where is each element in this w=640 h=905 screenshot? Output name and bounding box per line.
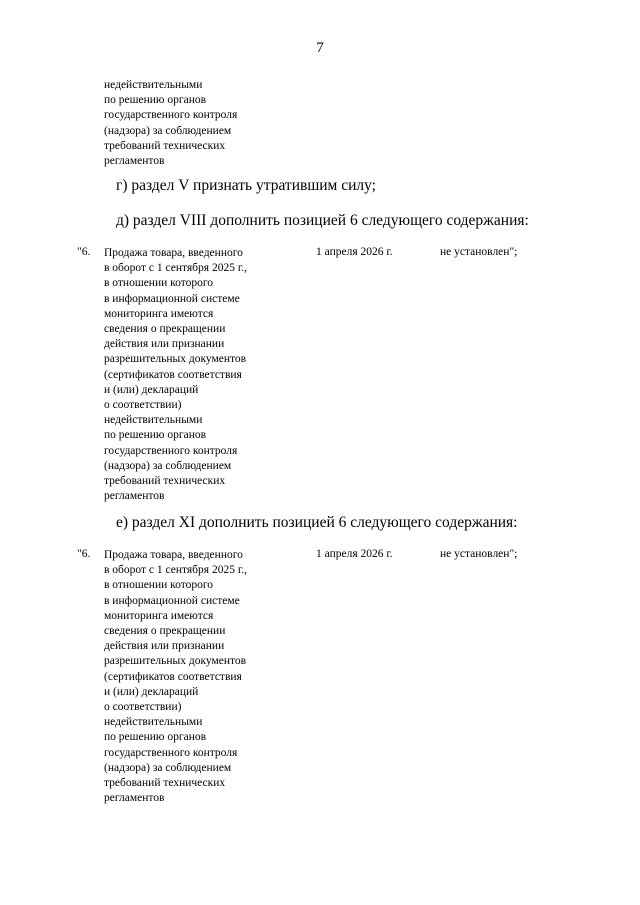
description-line: действия или признании [104, 640, 225, 653]
description-line: разрешительных документов [104, 655, 247, 668]
description-line: в информационной системе [104, 594, 240, 607]
description-line: регламентов [104, 792, 165, 805]
description-line: недействительными [104, 414, 203, 427]
description-line: в оборот с 1 сентября 2025 г., [104, 564, 247, 577]
description-line: в оборот с 1 сентября 2025 г., [104, 262, 247, 275]
continuation-line: государственного контроля [104, 109, 238, 122]
row-number: "6. [77, 246, 91, 258]
description-line: в информационной системе [104, 292, 240, 305]
description-line: действия или признании [104, 338, 225, 351]
row-status: не установлен"; [440, 548, 518, 560]
description-line: мониторинга имеются [104, 609, 214, 622]
description-line: мониторинга имеются [104, 307, 214, 320]
description-line: государственного контроля [104, 746, 238, 759]
continuation-line: требований технических [104, 139, 226, 152]
page-number: 7 [316, 40, 324, 56]
row-date: 1 апреля 2026 г. [316, 548, 393, 560]
description-line: по решению органов [104, 429, 207, 442]
description-line: по решению органов [104, 731, 207, 744]
description-line: недействительными [104, 716, 203, 729]
description-line: Продажа товара, введенного [104, 549, 243, 561]
continuation-line: регламентов [104, 155, 165, 168]
description-line: требований технических [104, 777, 226, 790]
description-line: разрешительных документов [104, 353, 247, 366]
description-line: в отношении которого [104, 579, 214, 592]
description-line: государственного контроля [104, 444, 238, 457]
paragraph-g: г) раздел V признать утратившим силу; [116, 177, 376, 194]
description-line: сведения о прекращении [104, 625, 226, 638]
description-line: (сертификатов соответствия [104, 670, 242, 683]
row-number: "6. [77, 548, 91, 560]
description-line: (надзора) за соблюдением [104, 761, 232, 774]
description-line: сведения о прекращении [104, 323, 226, 336]
row-description [104, 548, 247, 806]
description-line: и (или) деклараций [104, 383, 199, 396]
row-date: 1 апреля 2026 г. [316, 246, 393, 258]
description-line: (надзора) за соблюдением [104, 459, 232, 472]
description-line: о соответствии) [104, 399, 182, 412]
row-status: не установлен"; [440, 246, 518, 258]
description-line: в отношении которого [104, 277, 214, 290]
continuation-line: по решению органов [104, 94, 207, 107]
description-line: Продажа товара, введенного [104, 247, 243, 259]
paragraph-d: д) раздел VIII дополнить позицией 6 следующего содержания: [116, 212, 529, 229]
row-description [104, 246, 247, 504]
continuation-line: недействительными [104, 79, 203, 91]
description-line: (сертификатов соответствия [104, 368, 242, 381]
paragraph-e: е) раздел XI дополнить позицией 6 следующего содержания: [116, 514, 518, 531]
description-line: о соответствии) [104, 701, 182, 714]
continuation-text [104, 78, 237, 169]
description-line: и (или) деклараций [104, 685, 199, 698]
description-line: регламентов [104, 490, 165, 503]
continuation-line: (надзора) за соблюдением [104, 124, 232, 137]
description-line: требований технических [104, 475, 226, 488]
